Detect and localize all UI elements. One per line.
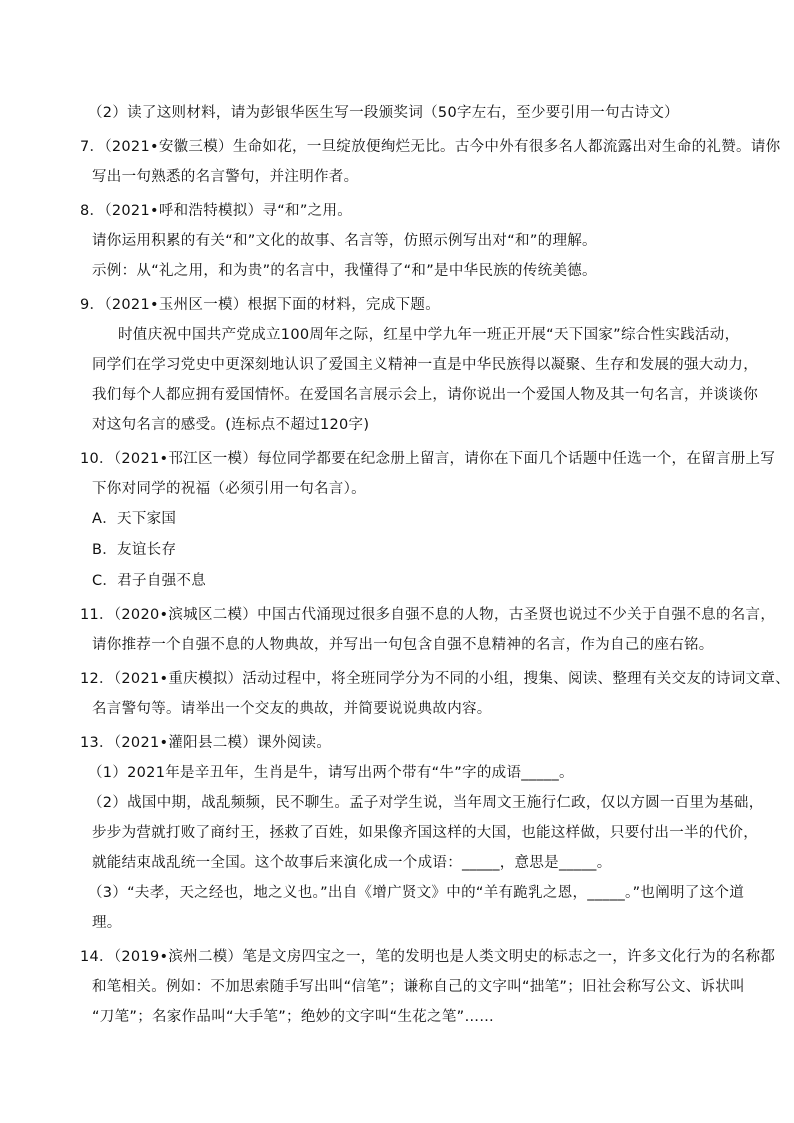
q10-line-2: 下你对同学的祝福（必须引用一句名言）。 — [92, 481, 366, 497]
q11-line-1: 11．（2020•滨城区二模）中国古代涌现过很多自强不息的人物，古圣贤也说过不少关于自强不息的名言， — [80, 607, 776, 623]
q11-line-2: 请你推荐一个自强不息的人物典故，并写出一句包含自强不息精神的名言，作为自己的座右铭。 — [92, 637, 714, 653]
q9-material-line-1: 时值庆祝中国共产党成立100周年之际，红星中学九年一班正开展“天下国家”综合性实践活动， — [118, 327, 740, 343]
q13-subquestion-1: （1）2021年是辛丑年，生肖是牛，请写出两个带有“牛”字的成语_____。 — [88, 765, 574, 781]
q13-subquestion-2-line-1: （2）战国中期，战乱频频，民不聊生。孟子对学生说，当年周文王施行仁政，仅以方圆一百里为基础， — [88, 795, 764, 811]
q13-line-1: 13．（2021•灌阳县二模）课外阅读。 — [80, 735, 332, 751]
q14-line-2: 和笔相关。例如：不加思索随手写出叫“信笔”；谦称自己的文字叫“拙笔”；旧社会称写公文、诉状叫 — [92, 979, 745, 995]
q13-subquestion-2-line-2: 步步为营就打败了商纣王，拯救了百姓，如果像齐国这样的大国，也能这样做，只要付出一半的代价， — [92, 825, 758, 841]
q13-subquestion-3-line-2: 理。 — [92, 915, 122, 931]
q7-line-1: 7．（2021•安徽三模）生命如花，一旦绽放便绚烂无比。古今中外有很多名人都流露出对生命的礼赞。请你 — [80, 139, 781, 155]
q9-material-line-3: 我们每个人都应拥有爱国情怀。在爱国名言展示会上，请你说出一个爱国人物及其一句名言，并谈谈你 — [92, 387, 758, 403]
q8-line-2: 请你运用积累的有关“和”文化的故事、名言等，仿照示例写出对“和”的理解。 — [92, 233, 597, 249]
q10-option-b: B．友谊长存 — [92, 542, 177, 558]
q10-option-c: C．君子自强不息 — [92, 573, 207, 589]
q9-material-line-4: 对这句名言的感受。(连标点不超过120字) — [92, 417, 370, 433]
q8-line-1: 8．（2021•呼和浩特模拟）寻“和”之用。 — [80, 203, 353, 219]
q14-line-1: 14．（2019•滨州二模）笔是文房四宝之一，笔的发明也是人类文明史的标志之一，许多文化行为的名称都 — [80, 949, 776, 965]
q10-line-1: 10．（2021•邗江区一模）每位同学都要在纪念册上留言，请你在下面几个话题中任选一个，在留言册上写 — [80, 451, 776, 467]
q7-line-2: 写出一句熟悉的名言警句，并注明作者。 — [92, 169, 359, 185]
q9-line-1: 9．（2021•玉州区一模）根据下面的材料，完成下题。 — [80, 297, 441, 313]
q8-example: 示例：从“礼之用，和为贵”的名言中，我懂得了“和”是中华民族的传统美德。 — [92, 263, 597, 279]
q13-subquestion-2-line-3: 就能结束战乱统一全国。这个故事后来演化成一个成语：_____，意思是_____。 — [92, 855, 612, 871]
q10-option-a: A．天下家国 — [92, 511, 177, 527]
q6-subquestion-2: （2）读了这则材料，请为彭银华医生写一段颁奖词（50字左右，至少要引用一句古诗文） — [88, 105, 679, 121]
q12-line-1: 12．（2021•重庆模拟）活动过程中，将全班同学分为不同的小组，搜集、阅读、整理有关交友的诗词文章、 — [80, 671, 790, 687]
q13-subquestion-3-line-1: （3）“夫孝，天之经也，地之义也。”出自《增广贤文》中的“羊有跪乳之恩，_____。”也阐明了这个道 — [88, 885, 745, 901]
q12-line-2: 名言警句等。请举出一个交友的典故，并简要说说典故内容。 — [92, 701, 492, 717]
q14-line-3: “刀笔”；名家作品叫“大手笔”；绝妙的文字叫“生花之笔”…… — [92, 1009, 495, 1025]
q9-material-line-2: 同学们在学习党史中更深刻地认识了爱国主义精神一直是中华民族得以凝聚、生存和发展的强大动力， — [92, 357, 758, 373]
